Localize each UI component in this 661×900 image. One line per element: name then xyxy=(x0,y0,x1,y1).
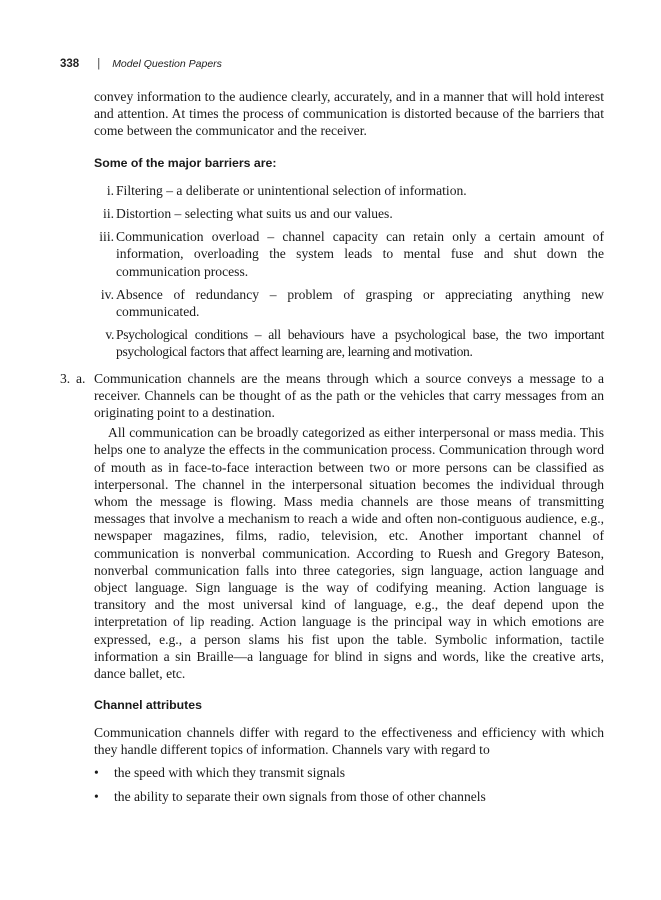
list-item-number: iv. xyxy=(100,286,114,302)
list-item-number: ii. xyxy=(103,206,114,222)
list-item xyxy=(94,326,604,360)
list-item-text: Communication overload – channel capacity can retain only a certain amount of information, overloading the system leads to mental fuse and shut down the communication process. xyxy=(116,229,604,279)
list-item: • the ability to separate their own signals from those of other channels xyxy=(94,788,604,805)
running-title: Model Question Papers xyxy=(112,58,222,70)
intro-paragraph: convey information to the audience clearly, accurately, and in a manner that will hold interest and attention. At times the process of communication is distorted because of the barriers that come between the communicator and the receiver. xyxy=(94,89,604,139)
list-item-text: Filtering – a deliberate or unintentional selection of information. xyxy=(116,182,467,198)
list-item xyxy=(94,286,604,320)
channel-attributes-paragraph: Communication channels differ with regard to the effectiveness and efficiency with which they handle different topics of information. Channels vary with regard to xyxy=(94,724,604,757)
list-item-text: Psychological conditions – all behaviours have a psychological base, the two important psychological factors that affect learning are, learning and motivation. xyxy=(116,327,604,360)
list-item-number: i. xyxy=(106,182,114,198)
list-item: • the speed with which they transmit signals xyxy=(94,764,604,781)
list-item xyxy=(94,205,604,222)
page-header xyxy=(60,58,222,70)
list-item-number: v. xyxy=(105,327,114,343)
question-part: a. xyxy=(76,370,86,386)
question-3a-paragraph-1: Communication channels are the means through which a source conveys a message to a receiver. Channels can be thought of as the path or the vehicles that carry messages from an originating point to a destination. xyxy=(94,370,604,421)
page-number: 338 xyxy=(60,58,80,70)
question-number: 3. xyxy=(60,370,71,386)
question-3a-paragraph-2: All communication can be broadly categorized as either interpersonal or mass media. This helps one to analyze the effects in the communication process. Communication through word of mouth as in face-to-face interaction between two or more persons can be classified as interpersonal. The channel in the interpersonal situation becomes the individual through whom the message is flowing. Mass media channels are those means of transmitting messages that involve a mechanism to reach a wide and often non-contiguous audience, e.g., newspaper magazines, films, radio, television, etc. Another important channel of communication is nonverbal communication. According to Ruesh and Gregory Bateson, nonverbal communication falls into three categories, sign language, action language and object language. Sign language is the way of codifying meaning. Action language is transitory and the most universal kind of language, e.g., the deaf depend upon the interpretation of lip reading. Action language is the principal way in which emotions are expressed, e.g., a person slams his fist upon the table. Symbolic information, tactile information a sin Braille—a language for blind in signs and words, like the creative arts, dance ballet, etc. xyxy=(94,425,604,682)
question-3 xyxy=(60,370,604,683)
list-item-number: iii. xyxy=(99,229,114,245)
barriers-list xyxy=(94,182,604,361)
list-item-text: Absence of redundancy – problem of grasping or appreciating anything new communicated. xyxy=(116,286,604,320)
header-separator: | xyxy=(97,58,101,70)
list-item xyxy=(94,228,604,280)
list-item-text: Distortion – selecting what suits us and our values. xyxy=(116,206,393,222)
page-body xyxy=(60,88,604,812)
channel-attributes-heading: Channel attributes xyxy=(94,698,202,713)
channel-attributes-list xyxy=(94,764,604,805)
barriers-heading: Some of the major barriers are: xyxy=(94,155,277,170)
list-item xyxy=(94,182,604,199)
